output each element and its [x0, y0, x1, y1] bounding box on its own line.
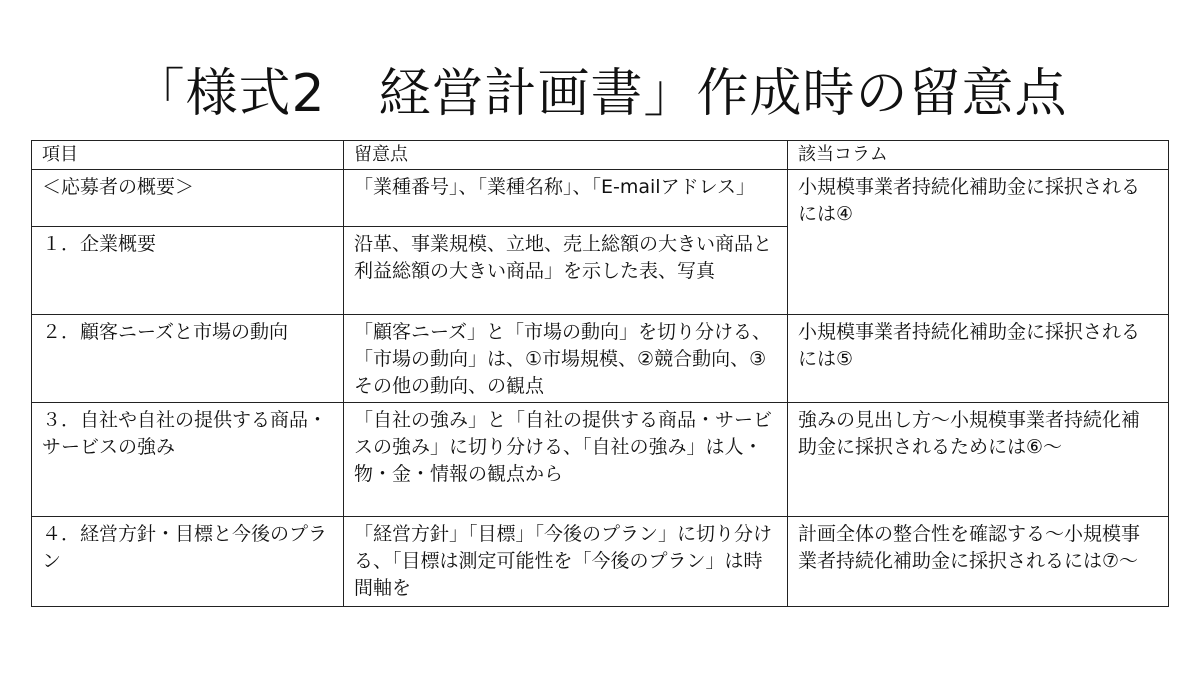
row-item: ４．経営方針・目標と今後のプラン — [32, 517, 344, 607]
row-column: 強みの見出し方～小規模事業者持続化補助金に採択されるためには⑥～ — [788, 403, 1169, 517]
row-note: 「顧客ニーズ」と「市場の動向」を切り分ける、「市場の動向」は、①市場規模、②競合動向、③その他の動向、の観点 — [344, 315, 788, 403]
row-note: 沿革、事業規模、立地、売上総額の大きい商品と利益総額の大きい商品」を示した表、写真 — [344, 227, 788, 315]
row-note: 「経営方針」「目標」「今後のプラン」に切り分ける、「目標は測定可能性を「今後のプラン」は時間軸を — [344, 517, 788, 607]
row-item: ＜応募者の概要＞ — [32, 170, 344, 227]
table-header-row — [32, 141, 1169, 170]
row-item: １．企業概要 — [32, 227, 344, 315]
row-column: 小規模事業者持続化補助金に採択されるには④ — [788, 170, 1169, 315]
table-row — [32, 403, 1169, 517]
header-note: 留意点 — [344, 141, 788, 170]
table-row — [32, 170, 1169, 227]
row-item: ３．自社や自社の提供する商品・サービスの強み — [32, 403, 344, 517]
row-note: 「自社の強み」と「自社の提供する商品・サービスの強み」に切り分ける、「自社の強み」は人・物・金・情報の観点から — [344, 403, 788, 517]
guideline-table — [31, 140, 1169, 607]
row-column: 計画全体の整合性を確認する～小規模事業者持続化補助金に採択されるには⑦～ — [788, 517, 1169, 607]
table-row — [32, 517, 1169, 607]
table-row — [32, 315, 1169, 403]
header-item: 項目 — [32, 141, 344, 170]
slide-title: 「様式2 経営計画書」作成時の留意点 — [132, 64, 1068, 124]
row-column: 小規模事業者持続化補助金に採択されるには⑤ — [788, 315, 1169, 403]
row-item: ２．顧客ニーズと市場の動向 — [32, 315, 344, 403]
row-note: 「業種番号」、「業種名称」、「E-mailアドレス」 — [344, 170, 788, 227]
header-column: 該当コラム — [788, 141, 1169, 170]
